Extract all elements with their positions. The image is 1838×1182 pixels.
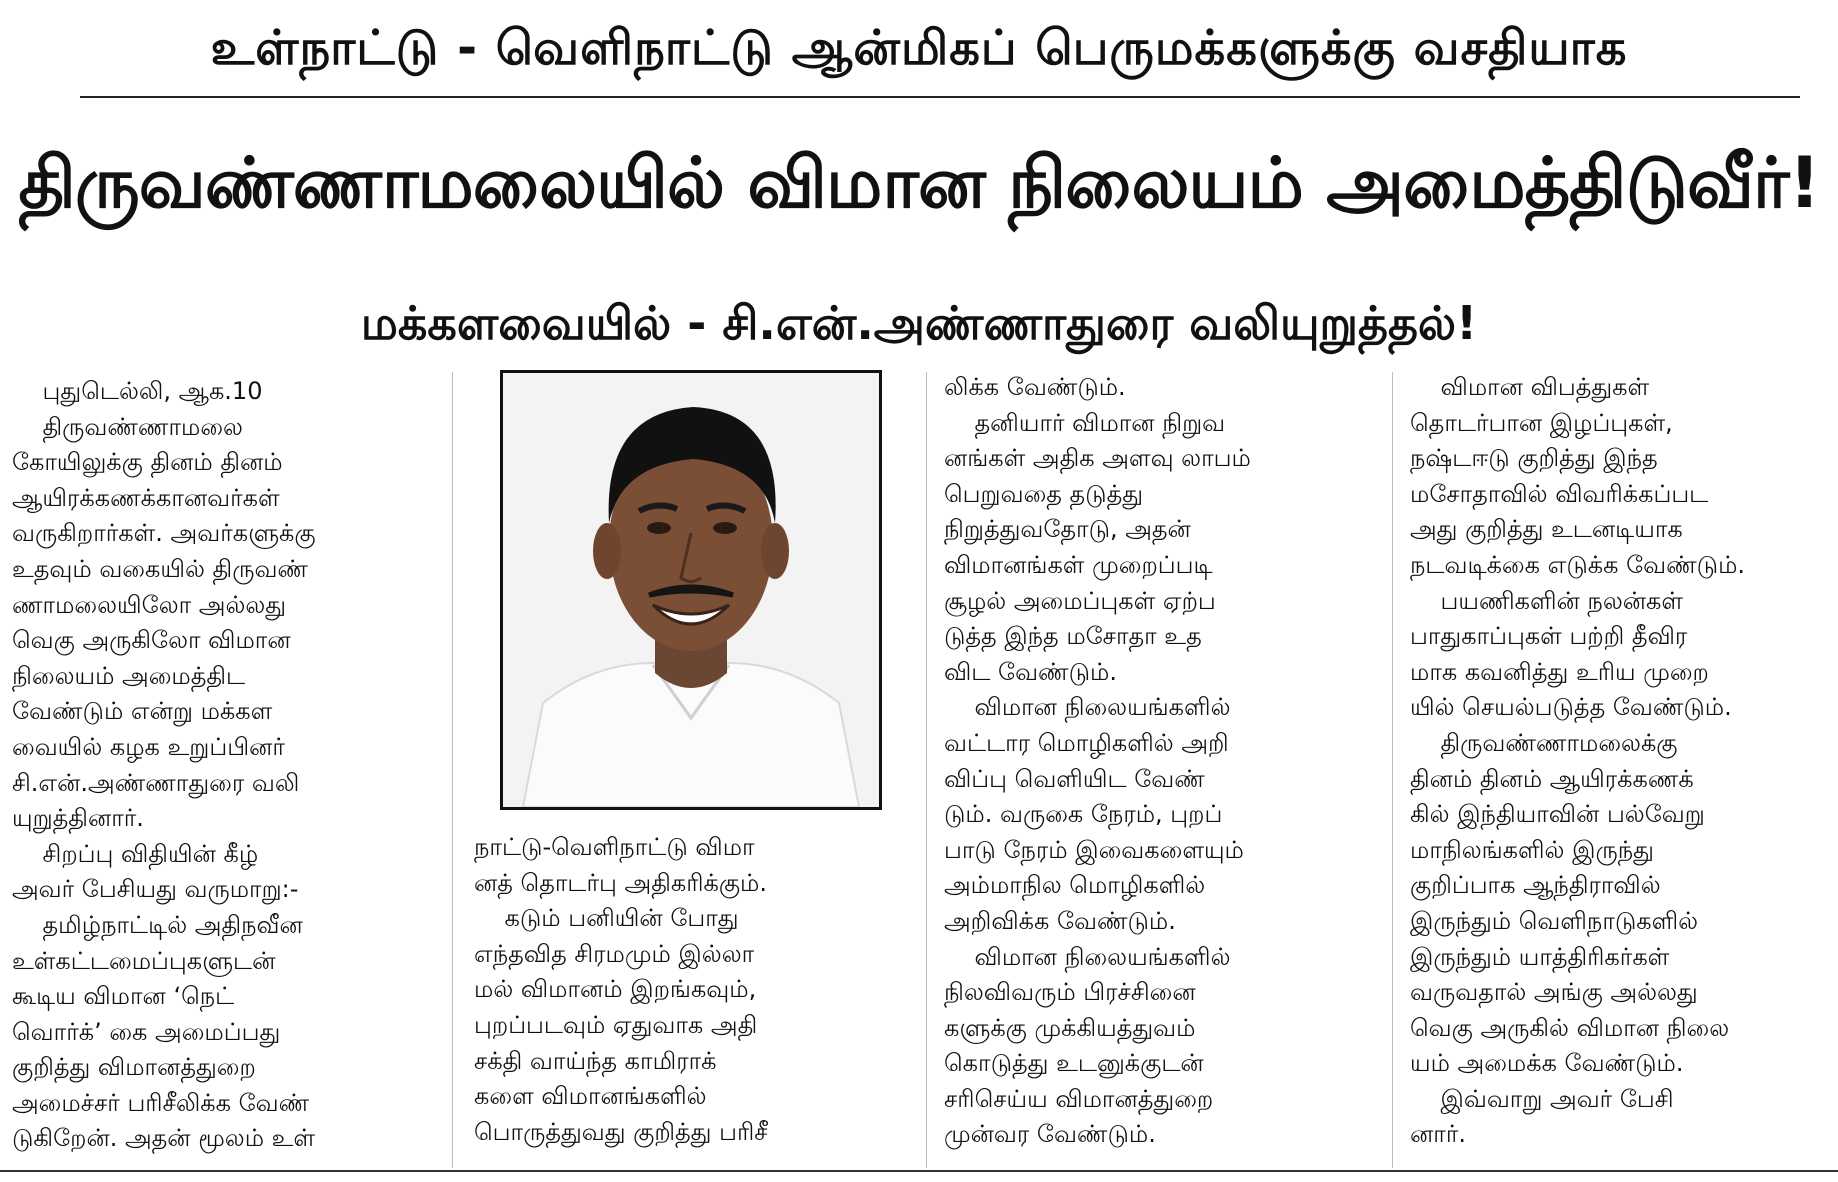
headline: திருவண்ணாமலையில் விமான நிலையம் அமைத்திடுவீர்! — [18, 142, 1820, 224]
article-line: விமான நிலையங்களில் — [944, 942, 1231, 971]
article-line: தனியார் விமான நிறுவ — [944, 408, 1226, 437]
article-line: டுத்த இந்த மசோதா உத — [944, 622, 1202, 651]
article-line: கடும் பனியின் போது — [474, 904, 739, 933]
article-line: விமானங்கள் முறைப்படி — [944, 550, 1213, 579]
article-line: உள்கட்டமைப்புகளுடன் — [12, 946, 276, 975]
article-line: திருவண்ணாமலை — [12, 412, 243, 441]
article-line: வருவதால் அங்கு அல்லது — [1410, 978, 1698, 1007]
article-line: எந்தவித சிரமமும் இல்லா — [474, 939, 755, 968]
article-line: மல் விமானம் இறங்கவும், — [474, 975, 757, 1004]
article-line: இருந்தும் வெளிநாடுகளில் — [1410, 906, 1699, 935]
article-line: புறப்படவும் ஏதுவாக அதி — [474, 1010, 758, 1039]
article-line: நாட்டு-வெளிநாட்டு விமா — [474, 833, 755, 861]
article-line: விமான விபத்துகள் — [1410, 373, 1650, 401]
article-line: இவ்வாறு அவர் பேசி — [1410, 1084, 1674, 1113]
article-line: நடவடிக்கை எடுக்க வேண்டும். — [1410, 550, 1746, 579]
article-line: சிறப்பு விதியின் கீழ் — [12, 839, 259, 868]
article-line: வொர்க்’ கை அமைப்பது — [12, 1017, 281, 1046]
article-line: உதவும் வகையில் திருவண் — [12, 554, 308, 583]
article-line: பயணிகளின் நலன்கள் — [1410, 586, 1684, 615]
article-line: டுகிறேன். அதன் மூலம் உள் — [12, 1124, 316, 1153]
article-line: டும். வருகை நேரம், புறப் — [944, 800, 1223, 829]
column-rule-1 — [452, 372, 453, 1168]
article-line: கொடுத்து உடனுக்குடன் — [944, 1049, 1204, 1078]
deck: மக்களவையில் - சி.என்.அண்ணாதுரை வலியுறுத்தல்! — [360, 296, 1478, 350]
article-line: வையில் கழக உறுப்பினர் — [12, 732, 285, 761]
article-line: சூழல் அமைப்புகள் ஏற்ப — [944, 586, 1216, 615]
article-line: இருந்தும் யாத்திரிகர்கள் — [1410, 942, 1670, 971]
kicker-line: உள்நாட்டு - வெளிநாட்டு ஆன்மிகப் பெருமக்களுக்கு வசதியாக — [210, 20, 1628, 76]
article-column-1 — [12, 374, 432, 1157]
article-line: யில் செயல்படுத்த வேண்டும். — [1410, 693, 1732, 722]
article-line: பொருத்துவது குறித்து பரிசீ — [474, 1117, 768, 1146]
article-line: தமிழ்நாட்டில் அதிநவீன — [12, 910, 303, 939]
article-line: களை விமானங்களில் — [474, 1082, 707, 1111]
article-line: குறித்து விமானத்துறை — [12, 1053, 256, 1082]
article-line: அறிவிக்க வேண்டும். — [944, 906, 1176, 935]
article-line: கோயிலுக்கு தினம் தினம் — [12, 448, 283, 477]
article-line: மாக கவனித்து உரிய முறை — [1410, 657, 1709, 686]
article-line: யுறுத்தினார். — [12, 804, 144, 833]
article-line: விட வேண்டும். — [944, 657, 1117, 686]
article-line: மாநிலங்களில் இருந்து — [1410, 835, 1654, 864]
article-line: களுக்கு முக்கியத்துவம் — [944, 1013, 1196, 1042]
article-line: அவர் பேசியது வருமாறு:- — [12, 875, 299, 904]
article-line: விமான நிலையங்களில் — [944, 693, 1231, 722]
article-line: சரிசெய்ய விமானத்துறை — [944, 1084, 1214, 1113]
article-line: அமைச்சர் பரிசீலிக்க வேண் — [12, 1088, 310, 1117]
article-line: மசோதாவில் விவரிக்கப்பட — [1410, 479, 1709, 508]
article-line: பாடு நேரம் இவைகளையும் — [944, 835, 1244, 864]
article-line: பெறுவதை தடுத்து — [944, 479, 1144, 508]
article-line: தொடர்பான இழப்புகள், — [1410, 408, 1673, 437]
article-line: அம்மாநில மொழிகளில் — [944, 871, 1206, 900]
article-line: னத் தொடர்பு அதிகரிக்கும். — [474, 868, 767, 897]
article-line: திருவண்ணாமலைக்கு — [1410, 728, 1678, 757]
column-rule-3 — [1392, 372, 1393, 1168]
article-line: நஷ்டஈடு குறித்து இந்த — [1410, 444, 1658, 473]
article-line: வெகு அருகிலோ விமான — [12, 626, 291, 655]
article-line: வருகிறார்கள். அவர்களுக்கு — [12, 519, 316, 548]
article-line: னங்கள் அதிக அளவு லாபம் — [944, 444, 1251, 473]
article-line: வெகு அருகில் விமான நிலை — [1410, 1013, 1730, 1042]
article-line: நிலவிவரும் பிரச்சினை — [944, 978, 1196, 1007]
article-line: ஆயிரக்கணக்கானவர்கள் — [12, 483, 280, 512]
article-column-3 — [944, 370, 1376, 1153]
article-line: கில் இந்தியாவின் பல்வேறு — [1410, 800, 1705, 829]
bottom-rule — [0, 1170, 1838, 1172]
article-column-2 — [474, 830, 906, 1150]
photo-frame — [500, 370, 882, 810]
article-line: புதுடெல்லி, ஆக.10 — [12, 377, 263, 405]
article-line: வேண்டும் என்று மக்கள — [12, 697, 273, 726]
article-line: ணாமலையிலோ அல்லது — [12, 590, 287, 619]
article-line: யம் அமைக்க வேண்டும். — [1410, 1049, 1684, 1078]
article-line: நிறுத்துவதோடு, அதன் — [944, 515, 1191, 544]
article-line: அது குறித்து உடனடியாக — [1410, 515, 1683, 544]
article-line: நிலையம் அமைத்திட — [12, 661, 246, 690]
portrait-photo — [503, 373, 879, 807]
article-line: குறிப்பாக ஆந்திராவில் — [1410, 871, 1661, 900]
article-line: தினம் தினம் ஆயிரக்கணக் — [1410, 764, 1694, 793]
article-column-4 — [1410, 370, 1836, 1153]
article-line: விப்பு வெளியிட வேண் — [944, 764, 1205, 793]
article-line: முன்வர வேண்டும். — [944, 1120, 1156, 1149]
article-line: சி.என்.அண்ணாதுரை வலி — [12, 768, 300, 797]
article-line: லிக்க வேண்டும். — [944, 373, 1126, 401]
article-line: வட்டார மொழிகளில் அறி — [944, 728, 1229, 757]
article-line: கூடிய விமான ‘நெட் — [12, 982, 235, 1011]
column-rule-2 — [926, 372, 927, 1168]
article-line: பாதுகாப்புகள் பற்றி தீவிர — [1410, 622, 1688, 651]
article-line: சக்தி வாய்ந்த காமிராக் — [474, 1046, 717, 1075]
kicker-rule — [80, 96, 1800, 98]
article-line: னார். — [1410, 1120, 1466, 1149]
